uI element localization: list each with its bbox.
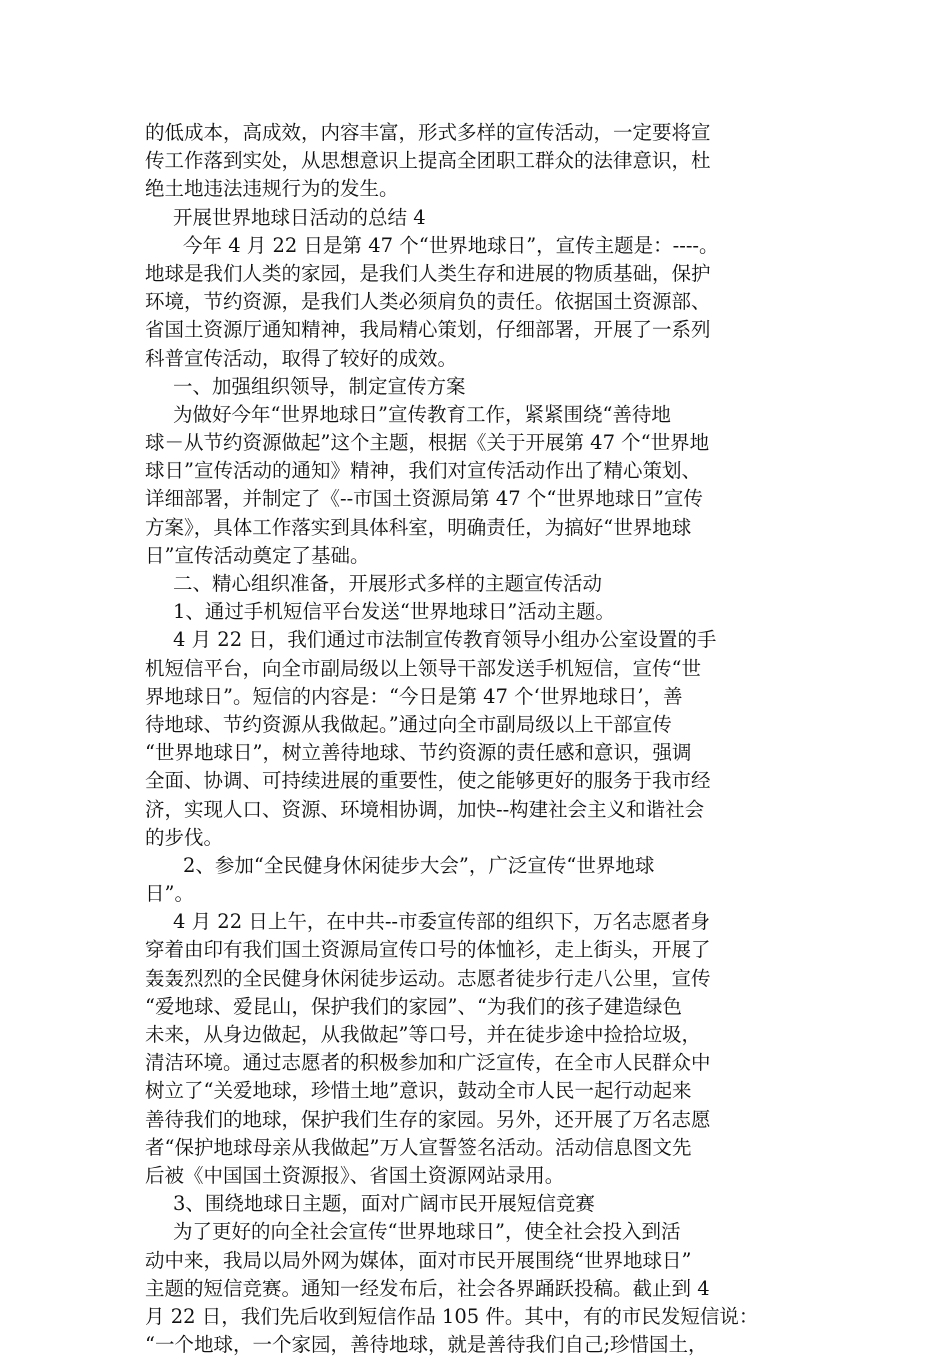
text-line: “爱地球、爱昆山，保护我们的家园”、“为我们的孩子建造绿色 bbox=[145, 994, 682, 1018]
text-line: 树立了“关爱地球，珍惜土地”意识，鼓动全市人民一起行动起来 bbox=[145, 1079, 692, 1103]
text-line: 省国土资源厅通知精神，我局精心策划，仔细部署，开展了一系列 bbox=[145, 318, 711, 342]
text-line: 4 月 22 日，我们通过市法制宣传教育领导小组办公室设置的手 bbox=[173, 628, 717, 652]
document-body bbox=[145, 119, 810, 1359]
text-line: 地球是我们人类的家园，是我们人类生存和进展的物质基础，保护 bbox=[145, 261, 711, 285]
text-line: 日”。 bbox=[145, 882, 194, 906]
text-line: 1、通过手机短信平台发送“世界地球日”活动主题。 bbox=[173, 600, 615, 624]
text-line: 后被《中国国土资源报》、省国土资源网站录用。 bbox=[145, 1163, 565, 1187]
text-line: 球－从节约资源做起”这个主题，根据《关于开展第 47 个“世界地 bbox=[145, 431, 710, 455]
text-line: 轰轰烈烈的全民健身休闲徒步运动。志愿者徒步行走八公里，宣传 bbox=[145, 966, 711, 990]
text-line: 未来，从身边做起，从我做起”等口号，并在徒步途中捡拾垃圾， bbox=[145, 1023, 701, 1046]
text-line: “一个地球，一个家园，善待地球，就是善待我们自己;珍惜国土， bbox=[145, 1333, 708, 1357]
text-line: 界地球日”。短信的内容是：“今日是第 47 个‘世界地球日’，善 bbox=[145, 684, 683, 708]
text-line: 清洁环境。通过志愿者的积极参加和广泛宣传，在全市人民群众中 bbox=[145, 1051, 711, 1075]
text-line: 一、加强组织领导，制定宣传方案 bbox=[173, 374, 466, 398]
text-line: 科普宣传活动，取得了较好的成效。 bbox=[145, 346, 458, 370]
text-line: 穿着由印有我们国土资源局宣传口号的体恤衫，走上街头，开展了 bbox=[145, 938, 711, 962]
text-line: 日”宣传活动奠定了基础。 bbox=[145, 543, 370, 567]
text-line: 环境，节约资源，是我们人类必须肩负的责任。依据国土资源部、 bbox=[145, 290, 711, 314]
text-line: 为了更好的向全社会宣传“世界地球日”，使全社会投入到活 bbox=[173, 1220, 681, 1244]
text-line: 今年 4 月 22 日是第 47 个“世界地球日”，宣传主题是：----。 bbox=[183, 233, 719, 257]
text-line: “世界地球日”，树立善待地球、节约资源的责任感和意识，强调 bbox=[145, 741, 692, 765]
text-line: 者“保护地球母亲从我做起”万人宣誓签名活动。活动信息图文先 bbox=[145, 1135, 692, 1159]
text-line: 的步伐。 bbox=[145, 825, 224, 849]
text-line: 机短信平台，向全市副局级以上领导干部发送手机短信，宣传“世 bbox=[145, 656, 701, 680]
text-line: 全面、协调、可持续进展的重要性，使之能够更好的服务于我市经 bbox=[145, 769, 711, 793]
text-line: 详细部署，并制定了《--市国土资源局第 47 个“世界地球日”宣传 bbox=[145, 487, 703, 511]
text-line: 开展世界地球日活动的总结 4 bbox=[173, 205, 426, 229]
text-line: 二、精心组织准备，开展形式多样的主题宣传活动 bbox=[173, 572, 603, 595]
text-line: 待地球、节约资源从我做起。”通过向全市副局级以上干部宣传 bbox=[145, 712, 672, 736]
text-line: 月 22 日，我们先后收到短信作品 105 件。其中，有的市民发短信说： bbox=[145, 1304, 759, 1328]
text-line: 主题的短信竞赛。通知一经发布后，社会各界踊跃投稿。截止到 4 bbox=[145, 1276, 710, 1300]
text-line: 传工作落到实处，从思想意识上提高全团职工群众的法律意识，杜 bbox=[145, 149, 711, 173]
text-line: 济，实现人口、资源、环境相协调，加快--构建社会主义和谐社会 bbox=[145, 797, 705, 821]
text-line: 2、参加“全民健身休闲徒步大会”，广泛宣传“世界地球 bbox=[183, 853, 655, 877]
text-line: 动中来，我局以局外网为媒体，面对市民开展围绕“世界地球日” bbox=[145, 1248, 692, 1272]
text-line: 球日”宣传活动的通知》精神，我们对宣传活动作出了精心策划、 bbox=[145, 459, 701, 483]
text-line: 善待我们的地球，保护我们生存的家园。另外，还开展了万名志愿 bbox=[145, 1107, 711, 1131]
text-line: 方案》，具体工作落实到具体科室，明确责任，为搞好“世界地球 bbox=[145, 515, 692, 539]
text-line: 为做好今年“世界地球日”宣传教育工作，紧紧围绕“善待地 bbox=[173, 402, 671, 426]
text-line: 的低成本，高成效，内容丰富，形式多样的宣传活动，一定要将宣 bbox=[145, 121, 711, 144]
text-line: 绝土地违法违规行为的发生。 bbox=[145, 177, 399, 201]
text-line: 3、围绕地球日主题，面对广阔市民开展短信竞赛 bbox=[173, 1192, 595, 1216]
text-line: 4 月 22 日上午，在中共--市委宣传部的组织下，万名志愿者身 bbox=[173, 910, 710, 934]
